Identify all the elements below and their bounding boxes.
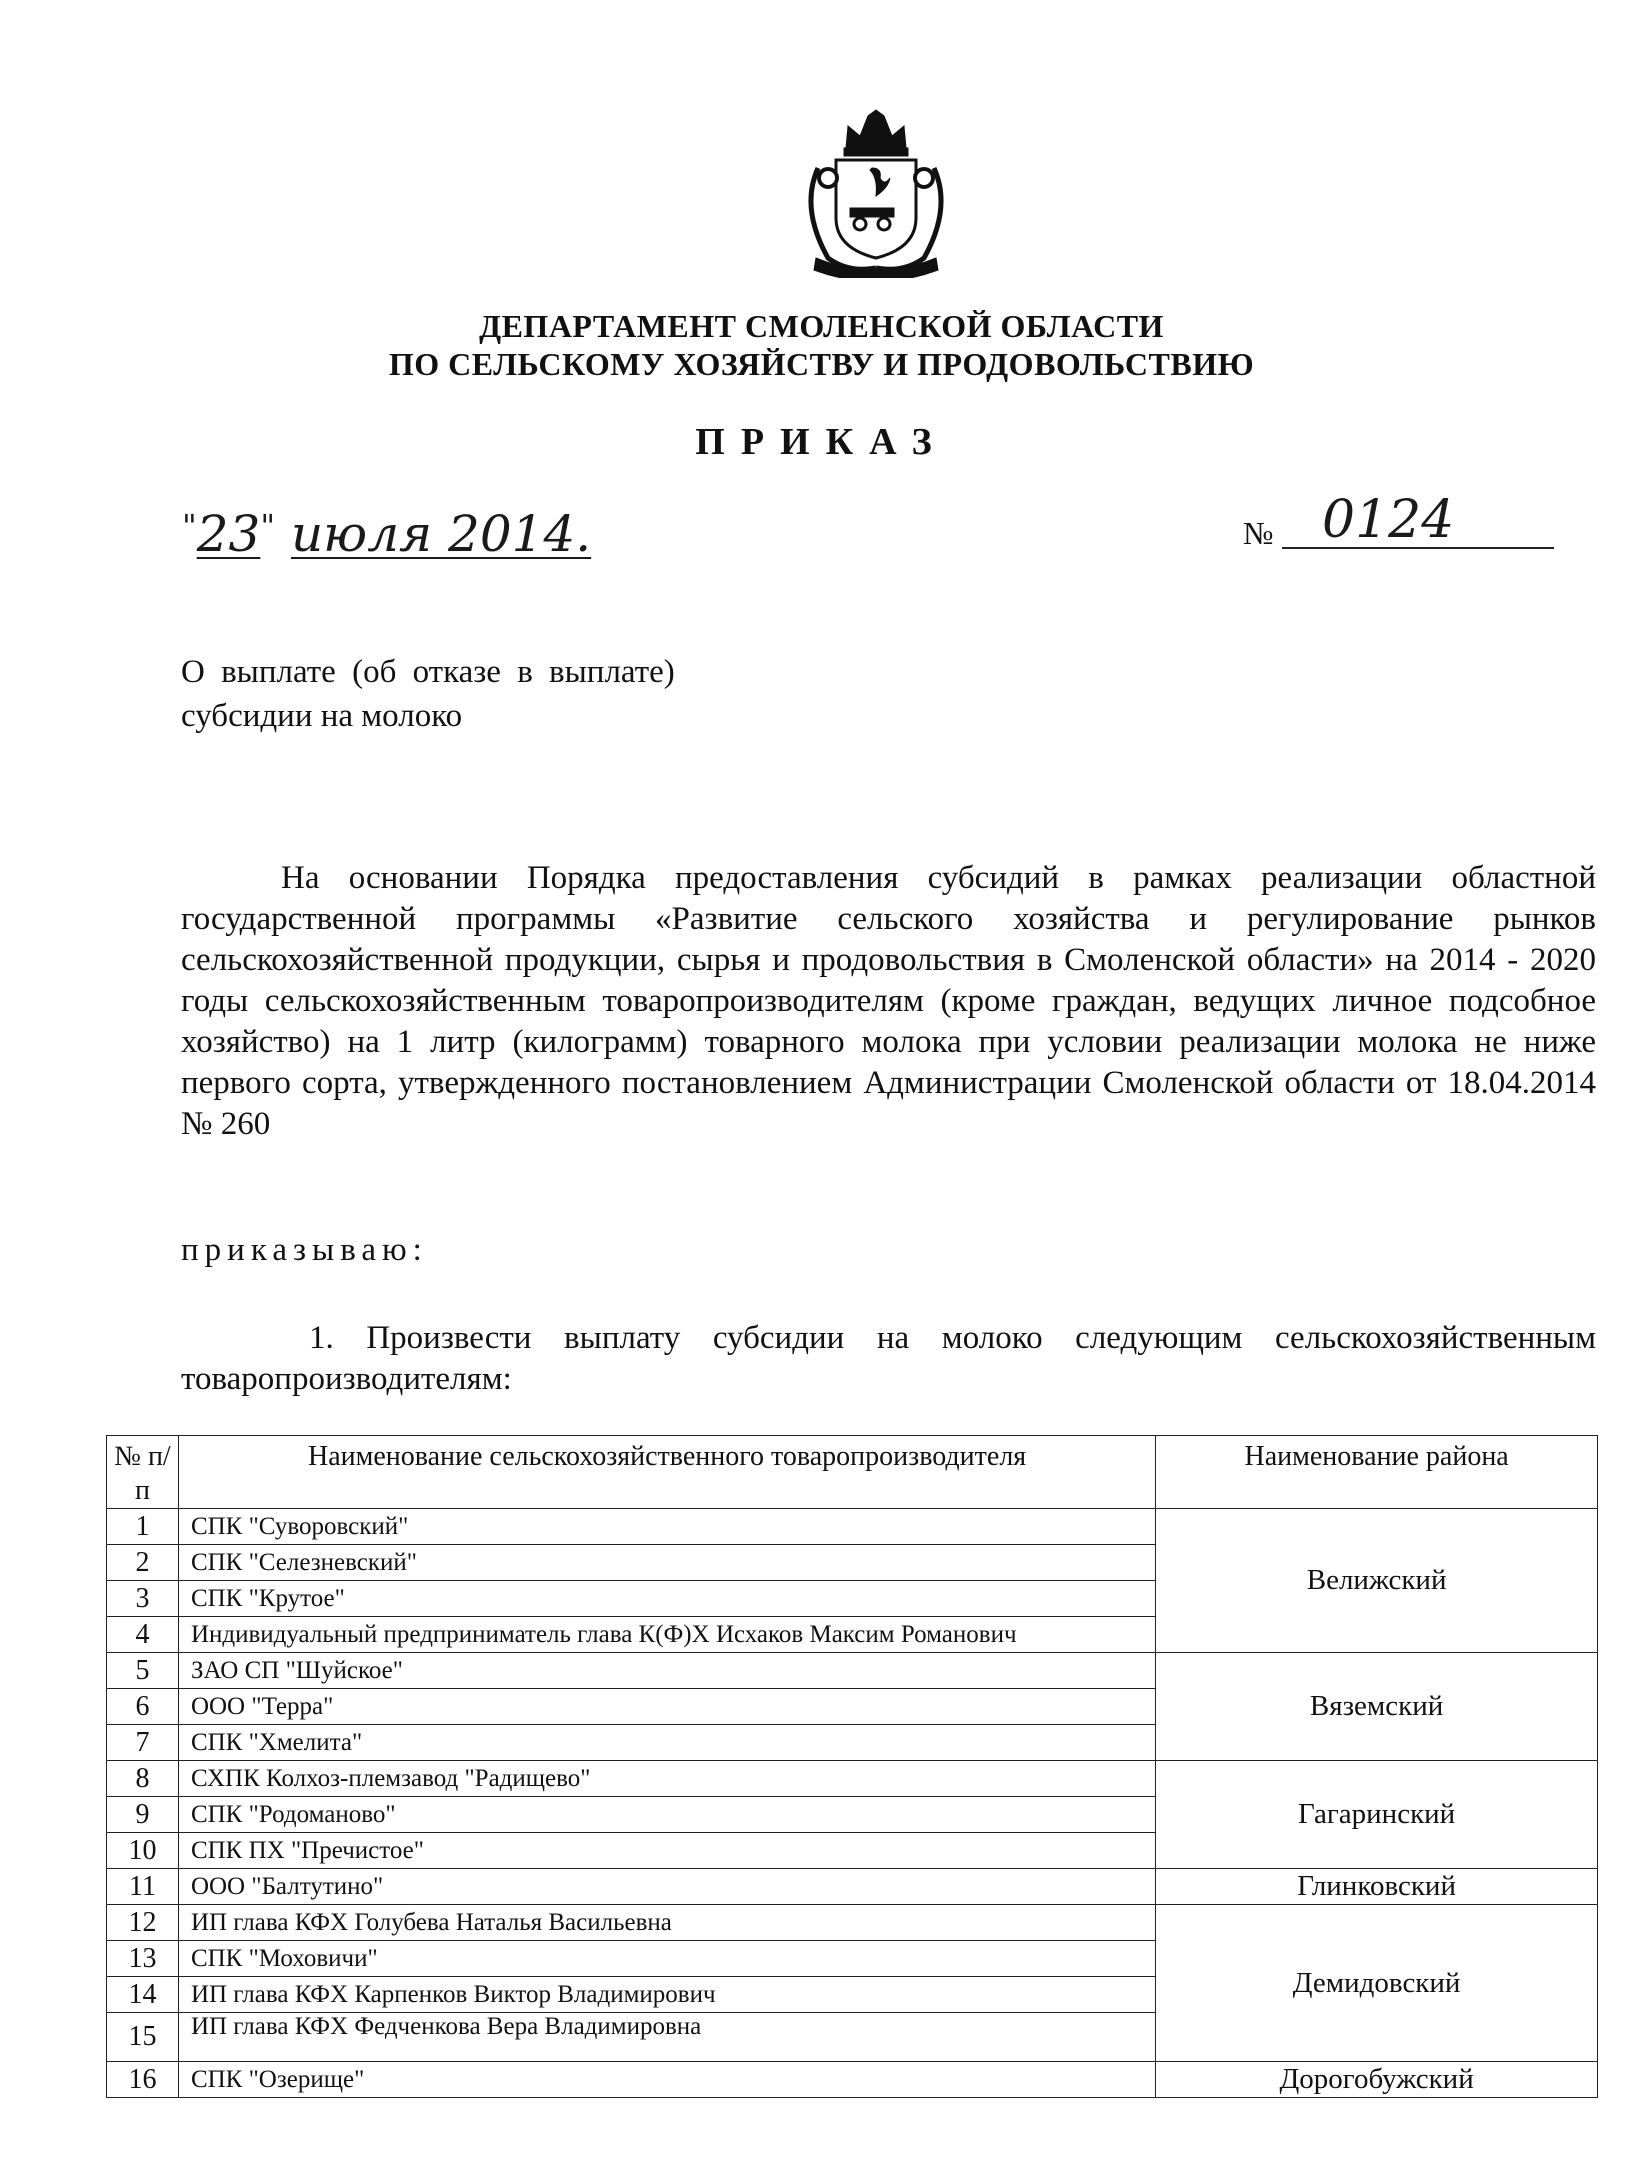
item-1-text: 1. Произвести выплату субсидии на молоко следующим сельскохозяйственным товаропроизводителям: — [181, 1320, 1596, 1397]
row-number: 1 — [107, 1509, 179, 1545]
department-name-line2: ПО СЕЛЬСКОМУ ХОЗЯЙСТВУ И ПРОДОВОЛЬСТВИЮ — [388, 346, 1255, 382]
table-row — [107, 1761, 1598, 1797]
district-name: Велижский — [1156, 1509, 1598, 1653]
row-number: 3 — [107, 1581, 179, 1617]
row-number: 6 — [107, 1689, 179, 1725]
basis-paragraph — [181, 858, 1596, 1145]
order-date-day: 23 — [196, 505, 261, 563]
table-row — [107, 1905, 1598, 1941]
row-number: 13 — [107, 1941, 179, 1977]
basis-text: На основании Порядка предоставления субсидий в рамках реализации областной государственной программы «Развитие сельского хозяйства и регулирование рынков сельскохозяйственной продукции, сырья и продовольствия в Смоленской области» на 2014 - 2020 годы сельскохозяйственным товаропроизводителям (кроме граждан, ведущих личное подсобное хозяйство) на 1 литр (килограмм) товарного молока при условии реализации молока не ниже первого сорта, утвержденного постановлением Администрации Смоленской области от 18.04.2014 № 260 — [181, 860, 1596, 1142]
producers-table — [106, 1435, 1598, 2098]
subject-line1: О выплате (об отказе в выплате) — [181, 654, 675, 690]
producer-name: ИП глава КФХ Федченкова Вера Владимировна — [178, 2013, 1155, 2062]
row-number: 10 — [107, 1833, 179, 1869]
row-number: 14 — [107, 1977, 179, 2013]
producer-name: Индивидуальный предприниматель глава К(Ф)Х Исхаков Максим Романович — [178, 1617, 1155, 1653]
producer-name: СПК "Крутое" — [178, 1581, 1155, 1617]
district-name: Глинковский — [1156, 1869, 1598, 1905]
district-name: Дорогобужский — [1156, 2062, 1598, 2098]
producer-name: СПК "Хмелита" — [178, 1725, 1155, 1761]
row-number: 8 — [107, 1761, 179, 1797]
district-name: Демидовский — [1156, 1905, 1598, 2062]
producer-name: СПК "Озерище" — [178, 2062, 1155, 2098]
producer-name: СПК "Родоманово" — [178, 1797, 1155, 1833]
producer-name: СПК "Суворовский" — [178, 1509, 1155, 1545]
row-number: 16 — [107, 2062, 179, 2098]
order-date: "23" июля 2014. — [182, 505, 592, 563]
item-1-paragraph — [181, 1318, 1596, 1400]
producer-name: СПК "Моховичи" — [178, 1941, 1155, 1977]
column-header-district: Наименование района — [1156, 1436, 1598, 1509]
row-number: 11 — [107, 1869, 179, 1905]
order-number-value: 0124 — [1322, 490, 1455, 550]
table-row — [107, 1509, 1598, 1545]
producer-name: СПК "Селезневский" — [178, 1545, 1155, 1581]
row-number: 5 — [107, 1653, 179, 1689]
table-row — [107, 2062, 1598, 2098]
coat-of-arms-emblem — [788, 108, 963, 278]
department-name-line1: ДЕПАРТАМЕНТ СМОЛЕНСКОЙ ОБЛАСТИ — [479, 308, 1164, 344]
district-name: Гагаринский — [1156, 1761, 1598, 1869]
producer-name: ЗАО СП "Шуйское" — [178, 1653, 1155, 1689]
district-name: Вяземский — [1156, 1653, 1598, 1761]
column-header-number: № п/п — [107, 1436, 179, 1509]
table-row — [107, 1869, 1598, 1905]
subject-line2: субсидии на молоко — [181, 698, 463, 734]
row-number: 9 — [107, 1797, 179, 1833]
row-number: 15 — [107, 2013, 179, 2062]
table-row — [107, 1653, 1598, 1689]
order-title: ПРИКАЗ — [695, 421, 948, 463]
row-number: 7 — [107, 1725, 179, 1761]
producer-name: ИП глава КФХ Голубева Наталья Васильевна — [178, 1905, 1155, 1941]
order-number-label: № — [1243, 515, 1274, 551]
order-subject — [181, 650, 675, 738]
table-header-row — [107, 1436, 1598, 1509]
row-number: 12 — [107, 1905, 179, 1941]
column-header-producer: Наименование сельскохозяйственного товаропроизводителя — [178, 1436, 1155, 1509]
producer-name: ИП глава КФХ Карпенков Виктор Владимирович — [178, 1977, 1155, 2013]
decree-word: приказываю: — [181, 1232, 428, 1268]
row-number: 4 — [107, 1617, 179, 1653]
producer-name: СХПК Колхоз-племзавод "Радищево" — [178, 1761, 1155, 1797]
producer-name: СПК ПХ "Пречистое" — [178, 1833, 1155, 1869]
producer-name: ООО "Балтутино" — [178, 1869, 1155, 1905]
producer-name: ООО "Терра" — [178, 1689, 1155, 1725]
row-number: 2 — [107, 1545, 179, 1581]
order-date-month-year: июля 2014. — [290, 505, 592, 563]
